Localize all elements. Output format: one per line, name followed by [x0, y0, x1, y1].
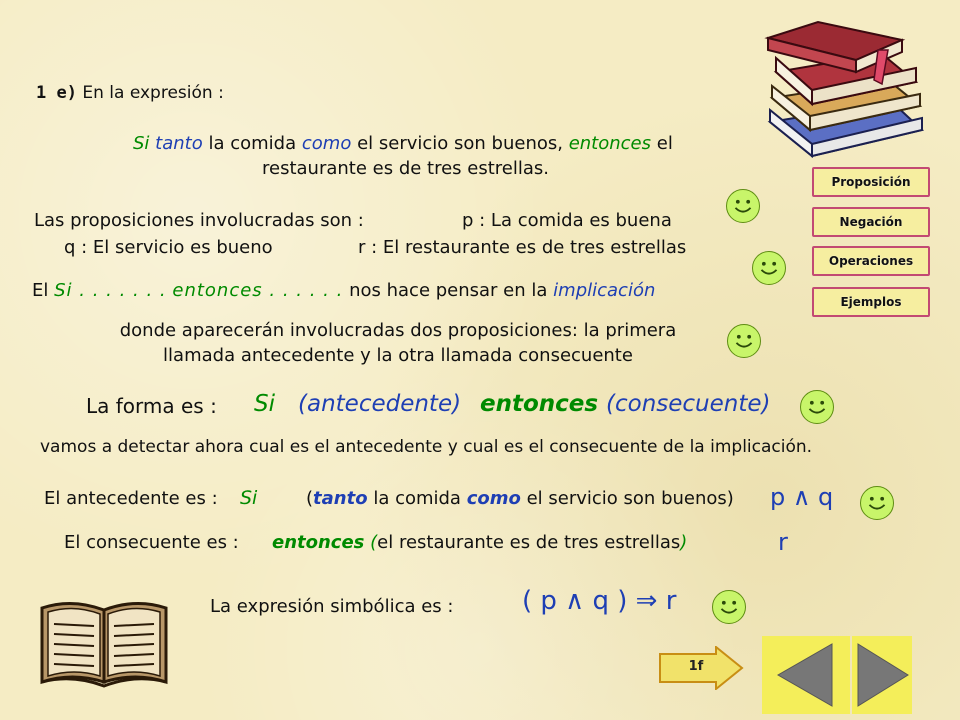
explanation-line-2: llamada antecedente y la otra llamada consecuente: [163, 345, 633, 366]
sentence-line-2: restaurante es de tres estrellas.: [262, 158, 549, 179]
smiley-face-icon[interactable]: [752, 251, 786, 285]
consequent-body: el restaurante es de tres estrellas: [377, 532, 681, 553]
consequent-text: [272, 532, 687, 553]
sentence-line-1: [133, 133, 673, 154]
symbolic-expression: ( p ∧ q ) ⇒ r: [522, 586, 677, 616]
implication-middle: nos hace pensar en la: [349, 280, 548, 301]
nav-button-ejemplos[interactable]: Ejemplos: [812, 287, 930, 317]
back-arrow-icon: [762, 636, 850, 714]
form-consecuente: (consecuente): [606, 391, 771, 417]
antecedent-label: El antecedente es :: [44, 488, 218, 509]
smiley-face-icon[interactable]: [726, 189, 760, 223]
nav-button-operaciones[interactable]: Operaciones: [812, 246, 930, 276]
smiley-face-icon[interactable]: [800, 390, 834, 424]
sentence-part-1: la comida: [208, 133, 297, 154]
keyword-entonces: entonces: [568, 133, 652, 154]
smiley-face-icon[interactable]: [712, 590, 746, 624]
antecedent-tanto: tanto: [313, 488, 368, 509]
implication-line: [32, 280, 655, 301]
proposition-q: q : El servicio es bueno: [64, 237, 273, 258]
implication-si: Si . . . . . . .: [54, 280, 167, 301]
proposition-r: r : El restaurante es de tres estrellas: [358, 237, 687, 258]
consequent-open: (: [370, 532, 378, 553]
smiley-face-icon[interactable]: [860, 486, 894, 520]
smiley-face-icon[interactable]: [727, 324, 761, 358]
antecedent-part-1: la comida: [373, 488, 461, 509]
implication-keyword: implicación: [553, 280, 656, 301]
propositions-intro: Las proposiciones involucradas son :: [34, 210, 364, 231]
consequent-entonces: entonces: [272, 532, 365, 553]
consequent-label: El consecuente es :: [64, 532, 239, 553]
antecedent-open: (: [306, 488, 314, 509]
form-entonces: entonces: [480, 391, 599, 417]
antecedent-symbol: p ∧ q: [770, 483, 834, 511]
explanation-line-1: donde aparecerán involucradas dos proposiciones: la primera: [119, 320, 677, 341]
nav-button-negacion[interactable]: Negación: [812, 207, 930, 237]
antecedent-text: [306, 488, 734, 509]
implication-el: El: [32, 280, 49, 301]
nav-button-proposicion[interactable]: Proposición: [812, 167, 930, 197]
back-button[interactable]: [762, 636, 850, 714]
consequent-symbol: r: [778, 528, 788, 556]
exercise-intro: En la expresión :: [82, 83, 224, 103]
implication-entonces: entonces . . . . . .: [172, 280, 344, 301]
detect-text: vamos a detectar ahora cual es el antecedente y cual es el consecuente de la implicación.: [40, 437, 813, 457]
stacked-books-icon: [752, 10, 944, 160]
forward-arrow-icon: [852, 636, 912, 714]
exercise-header: [36, 83, 224, 103]
form-si: Si: [254, 391, 275, 417]
sentence-part-3: el: [656, 133, 673, 154]
form-antecedente: (antecedente): [298, 391, 462, 417]
consequent-close: ): [680, 532, 688, 553]
sentence-part-2: el servicio son buenos,: [357, 133, 563, 154]
exercise-index: 1 e): [36, 83, 77, 103]
keyword-si: Si: [133, 133, 150, 154]
antecedent-si: Si: [240, 487, 258, 509]
antecedent-part-2: el servicio son buenos): [526, 488, 734, 509]
keyword-como: como: [301, 133, 352, 154]
next-slide-button[interactable]: [658, 646, 744, 690]
forward-button[interactable]: [852, 636, 912, 714]
next-slide-label: 1f: [688, 659, 704, 674]
proposition-p: p : La comida es buena: [462, 210, 672, 231]
symbolic-label: La expresión simbólica es :: [210, 596, 454, 617]
keyword-tanto: tanto: [155, 133, 203, 154]
antecedent-como: como: [466, 488, 521, 509]
open-book-icon: [38, 598, 170, 690]
form-label: La forma es :: [86, 394, 217, 418]
